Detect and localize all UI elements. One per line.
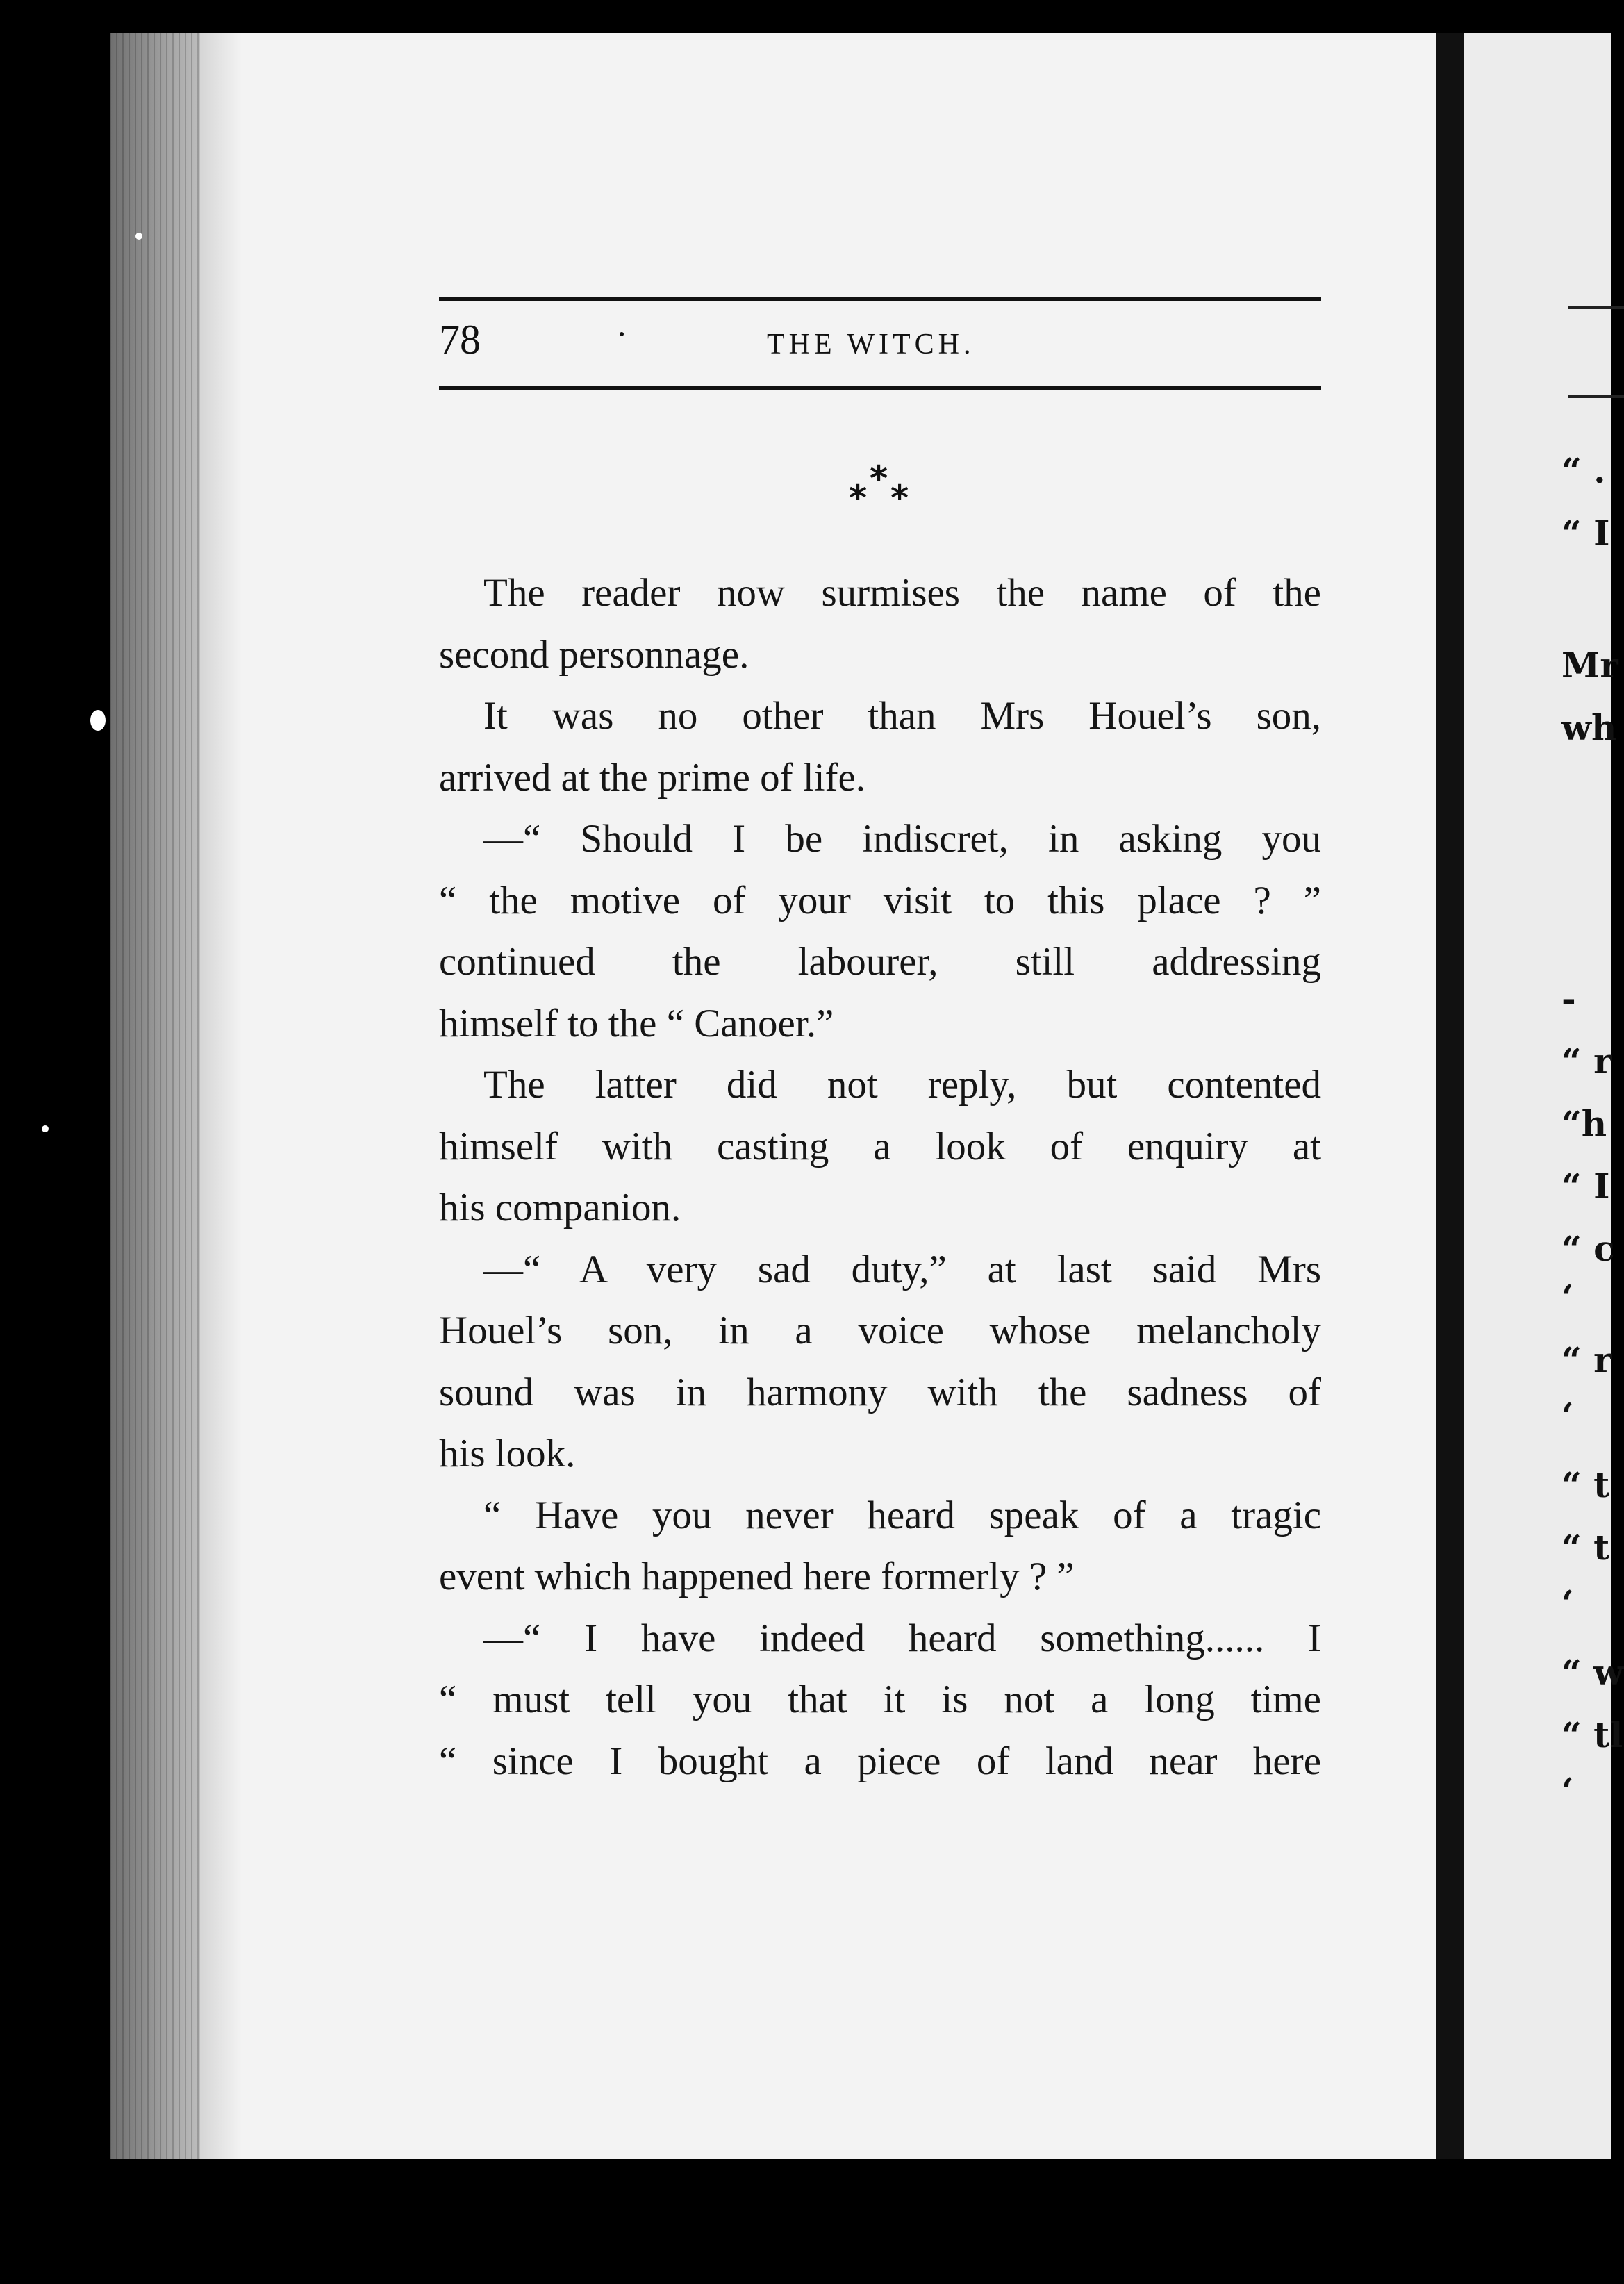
facing-page-fragment: “ w — [1561, 1652, 1624, 1693]
text-line: Houel’s son, in a voice whose melancholy — [439, 1309, 1321, 1352]
page-edge-stripes — [110, 33, 200, 2159]
text-line: event which happened here formerly ? ” — [439, 1555, 1075, 1598]
asterisk: * — [849, 478, 868, 518]
facing-page-fragment: “ t — [1561, 1527, 1610, 1568]
text-line: —“ I have indeed heard something...... I — [483, 1616, 1321, 1660]
text-line: his companion. — [439, 1186, 681, 1230]
header-rule-bottom — [439, 386, 1321, 390]
facing-page-fragment: Mr — [1561, 645, 1618, 686]
text-line: himself to the “ Canoer.” — [439, 1001, 834, 1045]
facing-page-fragment: “ I — [1561, 513, 1610, 554]
text-line: The reader now surmises the name of the — [483, 571, 1321, 615]
facing-page-fragment: “ c — [1561, 1228, 1615, 1269]
text-line: second personnage. — [439, 632, 749, 677]
facing-page-fragment: “ I — [1561, 1166, 1610, 1207]
page-shadow — [200, 33, 242, 2159]
scan-speck — [42, 1125, 49, 1132]
facing-page-fragment: “ r — [1561, 1041, 1612, 1082]
scan-speck — [90, 710, 106, 731]
text-line: “ since I bought a piece of land near here — [439, 1739, 1321, 1783]
asterisk: * — [890, 478, 909, 518]
facing-page-fragment: ‘ — [1561, 1582, 1574, 1623]
header-rule-top — [439, 297, 1321, 301]
asterism-section-break — [849, 458, 918, 521]
facing-page-fragment: “ tl — [1561, 1714, 1623, 1755]
page-gutter — [1436, 33, 1464, 2159]
facing-page-fragment: - — [1561, 978, 1576, 1019]
facing-page-fragment: ‘ — [1561, 1395, 1574, 1436]
text-line: arrived at the prime of life. — [439, 755, 866, 800]
text-line: —“ Should I be indiscret, in asking you — [483, 817, 1321, 861]
text-line: —“ A very sad duty,” at last said Mrs — [483, 1247, 1321, 1291]
text-line: himself with casting a look of enquiry at — [439, 1124, 1321, 1168]
facing-page-fragment: “h — [1561, 1103, 1607, 1144]
text-line: “ the motive of your visit to this place ? ” — [439, 878, 1321, 922]
running-title: THE WITCH. — [767, 329, 975, 361]
text-line: his look. — [439, 1432, 576, 1475]
header-dot — [620, 332, 624, 336]
facing-page-fragment: ‘ — [1561, 1277, 1574, 1318]
text-line: continued the labourer, still addressing — [439, 940, 1321, 984]
facing-page-fragment: “ . — [1561, 450, 1606, 491]
text-line: sound was in harmony with the sadness of — [439, 1370, 1321, 1414]
asterisk: * — [870, 458, 888, 499]
facing-page — [1464, 33, 1624, 2159]
book-spine-edge — [110, 33, 200, 2159]
text-line: “ must tell you that it is not a long time — [439, 1678, 1321, 1721]
facing-page-fragment: ‘ — [1561, 1770, 1574, 1811]
text-line: “ Have you never heard speak of a tragic — [483, 1493, 1321, 1537]
facing-page-fragment: “ r — [1561, 1339, 1612, 1380]
text-line: It was no other than Mrs Houel’s son, — [483, 694, 1321, 738]
facing-page-fragment: wh — [1561, 707, 1617, 748]
facing-page-rule — [1568, 306, 1624, 309]
page-number: 78 — [439, 317, 481, 363]
facing-page-rule — [1568, 395, 1624, 398]
body-text — [439, 563, 1321, 1792]
facing-page-fragment: “ t — [1561, 1464, 1610, 1505]
scan-speck — [135, 233, 142, 240]
text-line: The latter did not reply, but contented — [483, 1063, 1321, 1107]
